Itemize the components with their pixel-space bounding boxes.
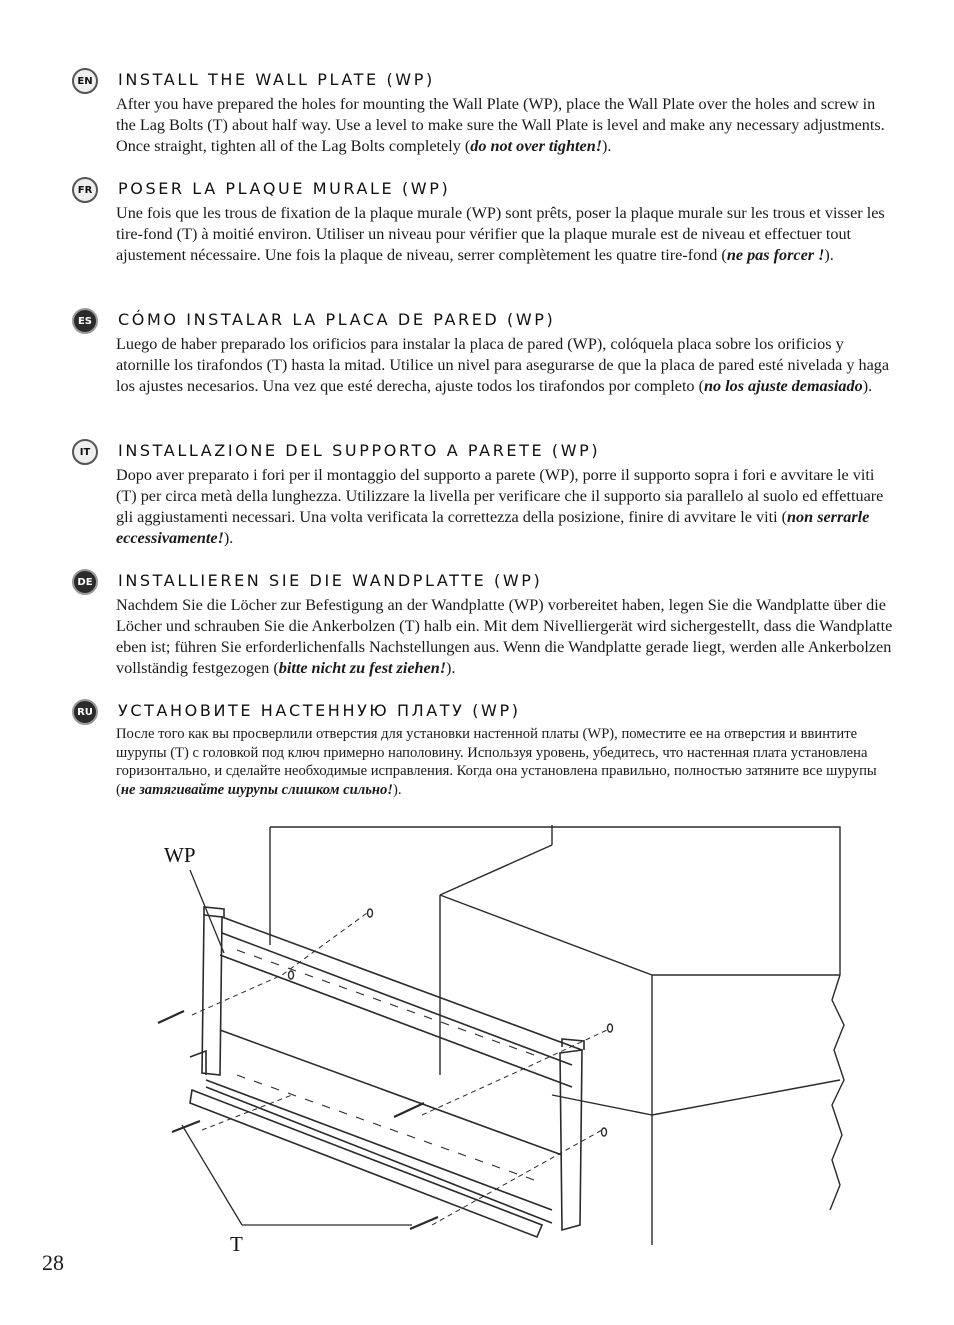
section-body: Luego de haber preparado los orificios para instalar la placa de pared (WP), colóquela placa sobre los orificios y atornille los tirafondos (T) hasta la mitad. Utilice un nivel para asegurarse de que la placa de pared esté nivelada y haga los ajustes necesarios. Una vez que esté derecha, ajuste todos los tirafondos por completo (no los ajuste demasiado). [116, 335, 890, 395]
warning-emphasis: do not over tighten! [470, 137, 603, 155]
wall-plate-illustration [132, 825, 852, 1285]
warning-emphasis: no los ajuste demasiado [703, 377, 863, 395]
wall-plate-frame [190, 907, 584, 1237]
language-badge-de: DE [72, 569, 98, 595]
section-body: После того как вы просверлили отверстия для установки настенной платы (WP), поместите ее на отверстия и ввинтите шурупы (T) с головкой под ключ примерно наполовину. Используя уровень, убедитесь, что настенная плата установлена горизонтально, и сделайте необходимые исправления. Когда она установлена правильно, полностью затяните все шурупы (не затягивайте шурупы слишком сильно!). [116, 726, 877, 798]
t-label: T [230, 1232, 243, 1256]
wall-plate-drawing [132, 825, 852, 1285]
section-body: Une fois que les trous de fixation de la plaque murale (WP) sont prêts, poser la plaque murale sur les trous et visser les tire-fond (T) à moitié environ. Utiliser un niveau pour vérifier que la plaque murale est de niveau et effectuer tout ajustement nécessaire. Une fois la plaque de niveau, serrer complètement les quatre tire-fond (ne pas forcer !). [116, 204, 885, 264]
section-body: Nachdem Sie die Löcher zur Befestigung an der Wandplatte (WP) vorbereitet haben, legen Sie die Wandplatte über die Löcher und schrauben Sie die Ankerbolzen (T) halb ein. Mit dem Nivelliergerät wird sichergestellt, dass die Wandplatte eben ist; führen Sie erforderlichenfalls Nachstellungen aus. Wenn die Wandplatte gerade liegt, werden alle Ankerbolzen vollständig festgezogen (bitte nicht zu fest ziehen!). [116, 596, 893, 677]
language-badge-ru: RU [72, 699, 98, 725]
mounting-slots [237, 950, 534, 1180]
warning-emphasis: ne pas forcer ! [726, 246, 825, 264]
language-badge-en: EN [72, 68, 98, 94]
section-heading: INSTALLAZIONE DEL SUPPORTO A PARETE (WP) [118, 441, 601, 460]
warning-emphasis: не затягивайте шурупы слишком сильно! [120, 781, 393, 798]
warning-emphasis: non serrarle eccessivamente! [116, 508, 870, 547]
section-body: Dopo aver preparato i fori per il montaggio del supporto a parete (WP), porre il supporto sopra i fori e avvitare le viti (T) per circa metà della lunghezza. Utilizzare la livella per verificare che il supporto sia parallelo al suolo ed effettuare gli aggiustamenti necessari. Una volta verificata la correttezza della posizione, finire di avvitare le viti (non serrarle eccessivamente!). [116, 466, 884, 547]
language-badge-it: IT [72, 439, 98, 465]
page-number: 28 [42, 1250, 64, 1275]
label-leader-lines [182, 870, 412, 1225]
section-heading: INSTALLIEREN SIE DIE WANDPLATTE (WP) [118, 571, 543, 590]
language-badge-fr: FR [72, 177, 98, 203]
insertion-guides [192, 913, 607, 1225]
lag-bolts [158, 1011, 438, 1229]
wall-blocks [270, 825, 844, 1245]
warning-emphasis: bitte nicht zu fest ziehen! [278, 659, 447, 677]
section-heading: CÓMO INSTALAR LA PLACA DE PARED (WP) [118, 310, 556, 329]
section-heading: INSTALL THE WALL PLATE (WP) [118, 70, 435, 89]
section-heading: POSER LA PLAQUE MURALE (WP) [118, 179, 451, 198]
wp-label: WP [164, 843, 196, 867]
section-heading: УСТАНОВИТЕ НАСТЕННУЮ ПЛАТУ (WP) [118, 701, 521, 720]
section-body: After you have prepared the holes for mounting the Wall Plate (WP), place the Wall Plate over the holes and screw in the Lag Bolts (T) about half way. Use a level to make sure the Wall Plate is level and make any necessary adjustments. Once straight, tighten all of the Lag Bolts completely (do not over tighten!). [116, 95, 885, 155]
language-badge-es: ES [72, 308, 98, 334]
